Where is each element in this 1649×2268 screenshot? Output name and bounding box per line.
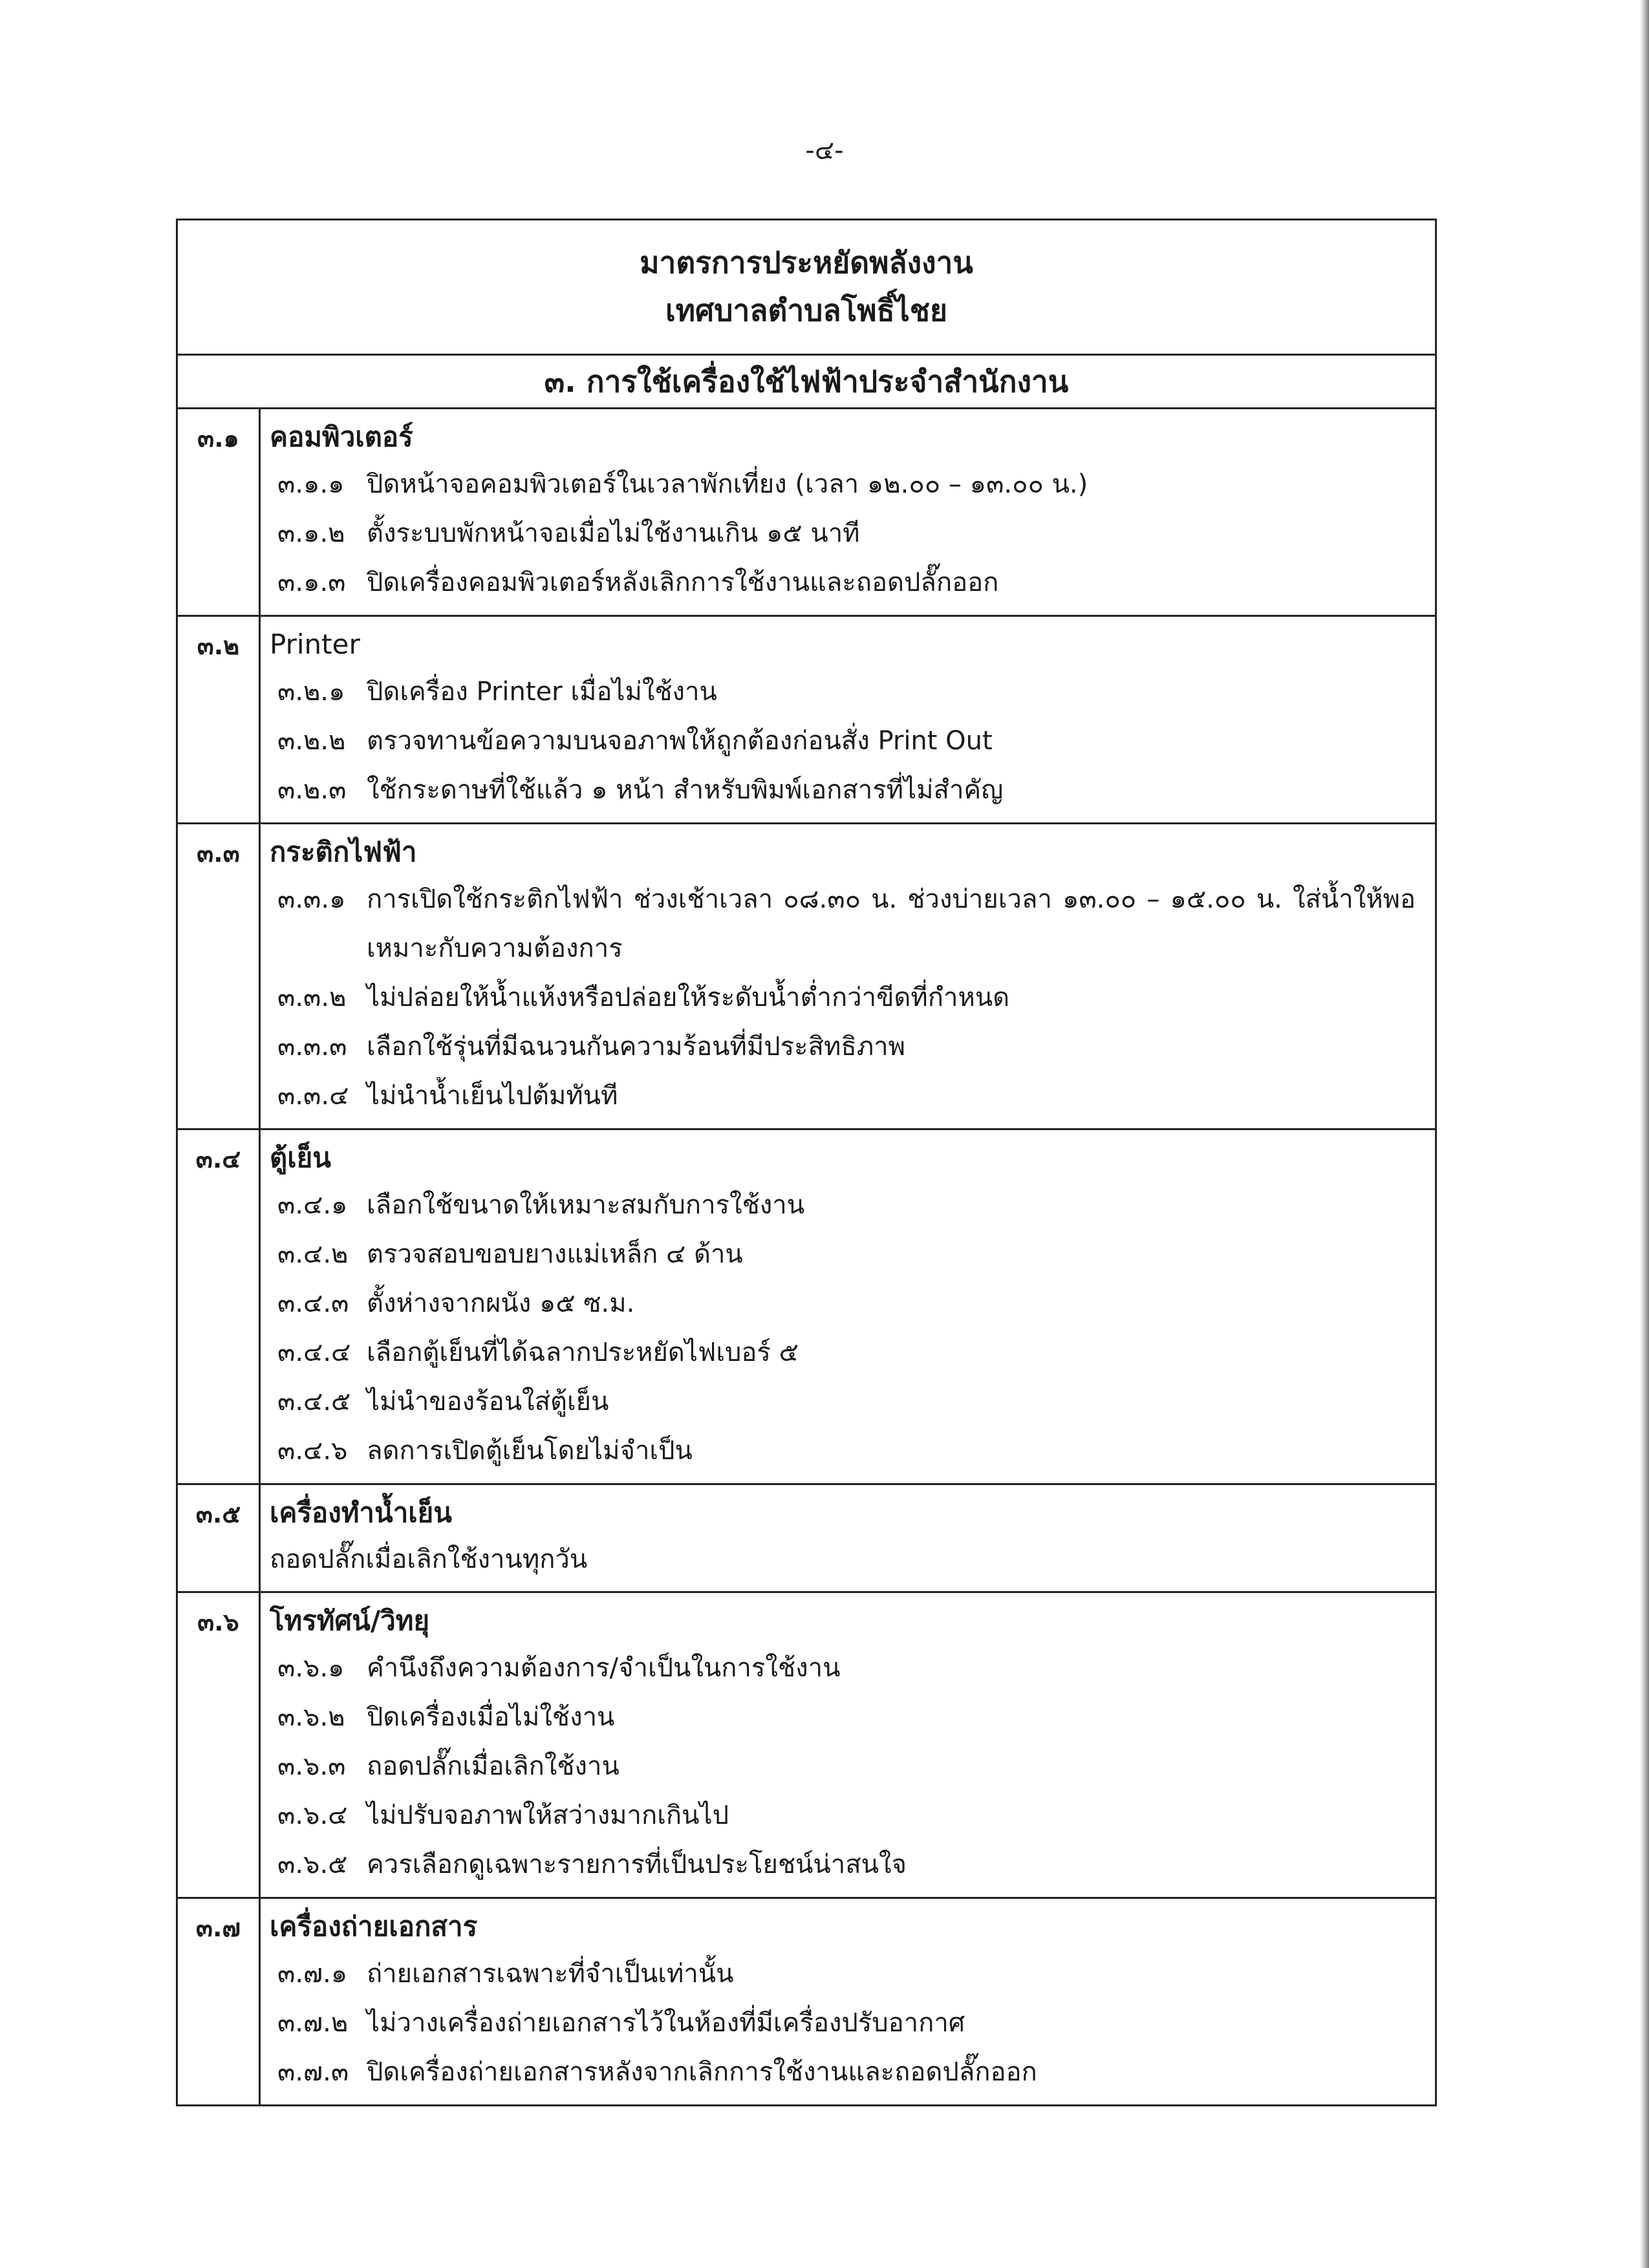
list-item <box>270 716 1416 765</box>
list-item <box>270 1328 1416 1377</box>
item-code: ๓.๖.๒ <box>277 1702 345 1732</box>
section-heading: ๓. การใช้เครื่องใช้ไฟฟ้าประจำสำนักงาน <box>178 356 1435 409</box>
list-item <box>270 460 1416 509</box>
item-text: ลดการเปิดตู้เย็นโดยไม่จำเป็น <box>367 1436 693 1466</box>
item-code: ๓.๗.๓ <box>277 2057 349 2087</box>
item-code: ๓.๔.๔ <box>277 1338 351 1367</box>
item-code: ๓.๔.๑ <box>277 1190 348 1220</box>
section-title: Printer <box>270 628 360 660</box>
item-code: ๓.๓.๑ <box>277 884 346 914</box>
item-text: เลือกใช้ขนาดให้เหมาะสมกับการใช้งาน <box>367 1190 805 1220</box>
section-content <box>261 1485 1435 1591</box>
section-content <box>261 1899 1435 2104</box>
item-text: ไม่วางเครื่องถ่ายเอกสารไว้ในห้องที่มีเครื่องปรับอากาศ <box>367 2008 965 2038</box>
list-item <box>270 1643 1416 1693</box>
item-code: ๓.๒.๑ <box>277 677 345 707</box>
list-item <box>270 1377 1416 1426</box>
section-title: กระติกไฟฟ้า <box>270 836 417 868</box>
section-note: ถอดปลั๊กเมื่อเลิกใช้งานทุกวัน <box>270 1545 588 1574</box>
list-item <box>270 875 1416 973</box>
item-text: ตรวจทานข้อความบนจอภาพให้ถูกต้องก่อนสั่ง Print Out <box>367 726 993 756</box>
item-text: ควรเลือกดูเฉพาะรายการที่เป็นประโยชน์น่าสนใจ <box>367 1850 907 1879</box>
item-code: ๓.๒.๓ <box>277 775 347 805</box>
item-code: ๓.๗.๑ <box>277 1959 348 1989</box>
item-text: ตรวจสอบขอบยางแม่เหล็ก ๔ ด้าน <box>367 1239 743 1269</box>
list-item <box>270 1840 1416 1889</box>
list-item <box>270 1791 1416 1840</box>
section-title: คอมพิวเตอร์ <box>270 421 413 453</box>
item-code: ๓.๒.๒ <box>277 726 346 756</box>
list-item <box>270 558 1416 607</box>
list-item <box>270 1949 1416 1998</box>
section-code: ๓.๑ <box>178 409 261 615</box>
item-text: ปิดเครื่องคอมพิวเตอร์หลังเลิกการใช้งานและถอดปลั๊กออก <box>367 568 999 597</box>
item-code: ๓.๖.๔ <box>277 1801 348 1830</box>
section-code: ๓.๔ <box>178 1130 261 1483</box>
item-text: เลือกตู้เย็นที่ได้ฉลากประหยัดไฟเบอร์ ๕ <box>367 1338 799 1367</box>
item-text: ใช้กระดาษที่ใช้แล้ว ๑ หน้า สำหรับพิมพ์เอกสารที่ไม่สำคัญ <box>367 775 1004 805</box>
section-code: ๓.๖ <box>178 1593 261 1897</box>
scan-edge-shadow <box>1640 0 1649 2268</box>
section-title: เครื่องถ่ายเอกสาร <box>270 1910 478 1942</box>
page-number: -๔- <box>805 136 844 166</box>
section-title: โทรทัศน์/วิทยุ <box>270 1605 430 1636</box>
list-item <box>270 1426 1416 1475</box>
list-item <box>270 1022 1416 1071</box>
item-code: ๓.๓.๓ <box>277 1032 347 1062</box>
list-item <box>270 1998 1416 2048</box>
list-item <box>270 973 1416 1022</box>
table-row <box>178 1485 1435 1593</box>
item-text: ปิดเครื่องเมื่อไม่ใช้งาน <box>367 1702 615 1732</box>
table-row <box>178 1130 1435 1485</box>
section-code: ๓.๓ <box>178 824 261 1128</box>
section-content <box>261 617 1435 822</box>
list-item <box>270 1693 1416 1742</box>
section-content <box>261 1130 1435 1483</box>
section-code: ๓.๕ <box>178 1485 261 1591</box>
item-text: ปิดเครื่องถ่ายเอกสารหลังจากเลิกการใช้งานและถอดปลั๊กออก <box>367 2057 1037 2087</box>
item-code: ๓.๔.๓ <box>277 1289 349 1318</box>
table-row <box>178 1593 1435 1899</box>
list-item <box>270 765 1416 815</box>
item-code: ๓.๑.๑ <box>277 469 345 499</box>
item-text: ปิดหน้าจอคอมพิวเตอร์ในเวลาพักเที่ยง (เวลา ๑๒.๐๐ – ๑๓.๐๐ น.) <box>367 469 1088 499</box>
item-code: ๓.๔.๕ <box>277 1387 351 1417</box>
item-text: คำนึงถึงความต้องการ/จำเป็นในการใช้งาน <box>367 1653 841 1683</box>
item-code: ๓.๓.๔ <box>277 1081 349 1111</box>
list-item <box>270 1181 1416 1230</box>
section-title: เครื่องทำน้ำเย็น <box>270 1497 452 1528</box>
table-row <box>178 409 1435 617</box>
section-title: ตู้เย็น <box>270 1142 331 1173</box>
section-content <box>261 409 1435 615</box>
table-row <box>178 617 1435 824</box>
item-text: ตั้งห่างจากผนัง ๑๕ ซ.ม. <box>367 1289 635 1318</box>
table-title-block <box>178 220 1435 356</box>
table-row <box>178 824 1435 1130</box>
item-text: ถ่ายเอกสารเฉพาะที่จำเป็นเท่านั้น <box>367 1959 734 1989</box>
measures-table <box>176 219 1437 2106</box>
list-item <box>270 509 1416 558</box>
item-code: ๓.๔.๒ <box>277 1239 349 1269</box>
item-code: ๓.๗.๒ <box>277 2008 349 2038</box>
list-item <box>270 1742 1416 1791</box>
section-content <box>261 824 1435 1128</box>
item-code: ๓.๑.๒ <box>277 519 345 548</box>
list-item <box>270 1071 1416 1120</box>
item-code: ๓.๔.๖ <box>277 1436 348 1466</box>
item-text: การเปิดใช้กระติกไฟฟ้า ช่วงเช้าเวลา ๐๘.๓๐ น. ช่วงบ่ายเวลา ๑๓.๐๐ – ๑๕.๐๐ น. ใส่น้ำให้พอเหมาะกับความต้องการ <box>367 884 1416 963</box>
item-code: ๓.๖.๑ <box>277 1653 345 1683</box>
list-item <box>270 667 1416 716</box>
section-code: ๓.๒ <box>178 617 261 822</box>
item-text: ไม่นำน้ำเย็นไปต้มทันที <box>367 1081 618 1111</box>
section-content <box>261 1593 1435 1897</box>
item-code: ๓.๖.๕ <box>277 1850 348 1879</box>
item-code: ๓.๓.๒ <box>277 983 347 1012</box>
list-item <box>270 1230 1416 1279</box>
section-code: ๓.๗ <box>178 1899 261 2104</box>
document-title: มาตรการประหยัดพลังงาน <box>640 245 973 280</box>
list-item <box>270 1279 1416 1328</box>
organization-name: เทศบาลตำบลโพธิ์ไชย <box>665 293 947 328</box>
item-code: ๓.๖.๓ <box>277 1751 346 1781</box>
item-text: ถอดปลั๊กเมื่อเลิกใช้งาน <box>367 1751 620 1781</box>
item-text: ปิดเครื่อง Printer เมื่อไม่ใช้งาน <box>367 677 717 707</box>
table-row <box>178 1899 1435 2104</box>
section-rows <box>178 409 1435 2104</box>
item-text: ไม่ปล่อยให้น้ำแห้งหรือปล่อยให้ระดับน้ำต่ำกว่าขีดที่กำหนด <box>367 983 1010 1012</box>
item-text: ตั้งระบบพักหน้าจอเมื่อไม่ใช้งานเกิน ๑๕ นาที <box>367 519 860 548</box>
item-text: ไม่ปรับจอภาพให้สว่างมากเกินไป <box>367 1801 729 1830</box>
list-item <box>270 2048 1416 2097</box>
item-text: ไม่นำของร้อนใส่ตู้เย็น <box>367 1387 609 1417</box>
item-code: ๓.๑.๓ <box>277 568 346 597</box>
item-text: เลือกใช้รุ่นที่มีฉนวนกันความร้อนที่มีประสิทธิภาพ <box>367 1032 906 1062</box>
